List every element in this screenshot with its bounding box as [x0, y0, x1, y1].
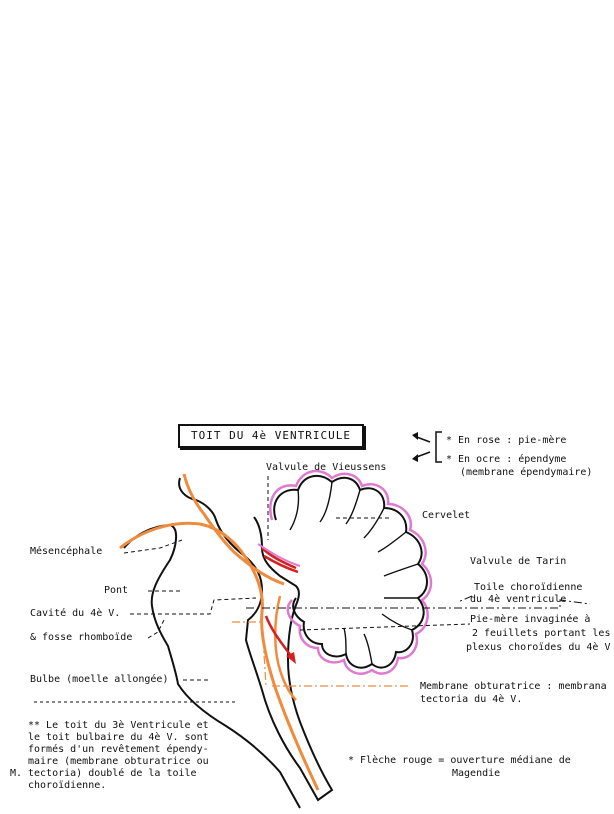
diagram-title: TOIT DU 4è VENTRICULE [178, 424, 364, 448]
label-cavite: Cavité du 4è V. [30, 608, 121, 619]
valvule-vieussens-pia [258, 544, 300, 566]
label-bulbe: Bulbe (moelle allongée) [30, 674, 169, 685]
label-piemere-2: 2 feuillets portant les [472, 628, 611, 639]
footnote-toit [28, 720, 238, 792]
valvule-vieussens-shape [262, 548, 298, 572]
label-piemere-3: plexus choroïdes du 4è V [466, 642, 611, 653]
label-piemere-1: Pie-mère invaginée à [470, 614, 591, 625]
ependyme-line-back [184, 474, 284, 584]
label-fleche-1: * Flèche rouge = ouverture médiane de [348, 755, 571, 766]
label-valvule-tarin: Valvule de Tarin [470, 556, 567, 567]
leader-piemere [300, 624, 470, 630]
label-cervelet: Cervelet [422, 510, 471, 521]
side-mark: M. [10, 768, 23, 779]
legend-arrow-down-head [412, 454, 418, 462]
cervelet-folia [290, 482, 418, 664]
footnote-line-6: choroïdienne. [28, 780, 107, 791]
legend-ocre-detail: (membrane épendymaire) [460, 467, 593, 478]
leader-cavite [130, 598, 256, 614]
label-fleche-2: Magendie [452, 768, 501, 779]
footnote-line-3: formés d'un revêtement épendy- [28, 744, 209, 755]
label-mesencephale: Mésencéphale [30, 546, 103, 557]
legend-arrow-up-head [412, 432, 418, 440]
label-toile-1: Toile choroïdienne [474, 582, 583, 593]
legend-bracket [436, 432, 442, 462]
label-fosse: & fosse rhomboïde [30, 632, 133, 643]
legend-rose: * En rose : pie-mère [446, 435, 567, 446]
footnote-line-1: ** Le toit du 3è Ventricule et [28, 720, 209, 731]
footnote-line-2: le toit bulbaire du 4è V. sont [28, 732, 209, 743]
label-membrane-2: tectoria du 4è V. [420, 694, 523, 705]
label-toile-2: du 4è ventricule [470, 594, 567, 605]
label-membrane-1: Membrane obturatrice : membrana [420, 681, 607, 692]
label-pont: Pont [104, 585, 129, 596]
legend-ocre: * En ocre : épendyme [446, 454, 567, 465]
label-valvule-vieussens: Valvule de Vieussens [266, 462, 387, 473]
cervelet-pia-outline [270, 471, 431, 674]
leader-lines [124, 476, 470, 680]
footnote-line-4: maire (membrane obturatrice ou [28, 756, 209, 767]
footnote-line-5: tectoria) doublé de la toile [28, 768, 197, 779]
